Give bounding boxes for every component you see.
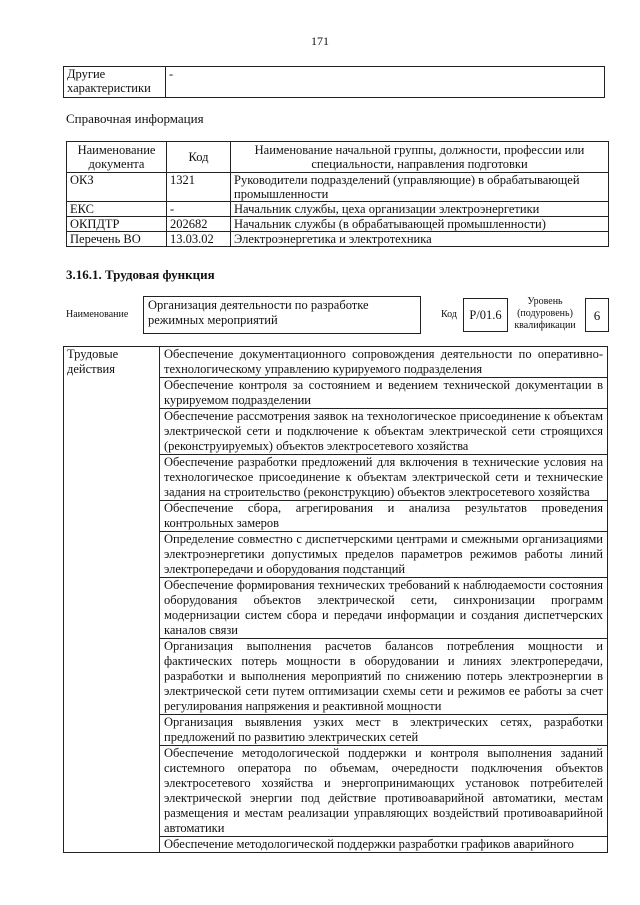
header-group-name [231,142,609,173]
row-code: 13.03.02 [167,232,231,247]
header-code: Код [167,142,231,173]
reference-heading: Справочная информация [66,111,204,126]
row-code: 202682 [167,217,231,232]
row-name: Начальник службы, цеха организации электроэнергетики [231,202,609,217]
labor-action-item: Обеспечение документационного сопровождения деятельности по оперативно-технологическому управлению курируемого подразделения [160,347,608,378]
function-name-value: Организация деятельности по разработке режимных мероприятий [143,296,421,334]
labor-action-item: Обеспечение контроля за состоянием и ведением технической документации в курируемом подразделении [160,378,608,409]
labor-action-item: Организация выполнения расчетов балансов потребления мощности и фактических потерь мощности в оборудовании и линиях электропередачи, разработки и выполнения мероприятий по снижению потерь электроэнергии в электрической сети путем оптимизации схемы сети и режимов ее работы за счет регулирования напряжения и реактивной мощности [160,639,608,715]
row-doc: ЕКС [67,202,167,217]
other-characteristics-label-line2: характеристики [67,81,151,95]
labor-actions-table [63,346,608,853]
table-row [67,217,609,232]
header-doc-name [67,142,167,173]
labor-actions-label-line1: Трудовые [67,347,119,361]
qualification-level-label: Уровень (подуровень) квалификации [514,296,576,331]
function-code-value: P/01.6 [463,298,508,332]
reference-table [66,141,609,247]
labor-action-item: Обеспечение рассмотрения заявок на технологическое присоединение к объектам электрической сети и подключение к объектам электрической сети строящихся (реконструируемых) объектов электросетевого хозяйства [160,409,608,455]
table-row [67,232,609,247]
row-name: Начальник службы (в обрабатывающей промышленности) [231,217,609,232]
labor-action-item: Обеспечение разработки предложений для включения в технические условия на технологическое присоединение к объектам электрической сети и технические задания на строительство (реконструкцию) объектов электросетевого хозяйства [160,455,608,501]
row-doc: ОКПДТР [67,217,167,232]
other-characteristics-value: - [166,67,605,98]
other-characteristics-label [64,67,166,98]
page-number: 171 [311,34,329,48]
row-code: 1321 [167,173,231,202]
labor-action-item: Обеспечение методологической поддержки разработки графиков аварийного [160,837,608,853]
row-code: - [167,202,231,217]
row-doc: ОКЗ [67,173,167,202]
row-name: Электроэнергетика и электротехника [231,232,609,247]
header-group-name-line1: Наименование начальной группы, должности, профессии или [254,143,585,157]
row-doc: Перечень ВО [67,232,167,247]
header-doc-name-line2: документа [88,157,145,171]
table-row [64,347,608,378]
labor-action-item: Обеспечение сбора, агрегирования и анализа результатов проведения контрольных замеров [160,501,608,532]
labor-action-item: Определение совместно с диспетчерскими центрами и смежными организациями электроэнергетики допустимых пределов параметров режимов работы линий электропередачи и оборудования подстанций [160,532,608,578]
table-row [67,173,609,202]
header-doc-name-line1: Наименование [77,143,156,157]
function-code-label: Код [441,309,457,320]
labor-action-item: Организация выявления узких мест в электрических сетях, разработки предложений по развитию электрических сетей [160,715,608,746]
header-group-name-line2: специальности, направления подготовки [311,157,528,171]
function-name-label: Наименование [66,309,129,320]
labor-action-item: Обеспечение формирования технических требований к наблюдаемости состояния оборудования объектов электрической сети, синхронизации программ модернизации систем сбора и передачи информации и создания диспетчерских каналов связи [160,578,608,639]
row-name: Руководители подразделений (управляющие) в обрабатывающей промышленности [231,173,609,202]
qualification-level-value: 6 [585,298,609,332]
labor-actions-label-line2: действия [67,362,115,376]
table-row [67,202,609,217]
section-title: 3.16.1. Трудовая функция [66,267,215,282]
other-characteristics-table [63,66,605,98]
labor-action-item: Обеспечение методологической поддержки и контроля выполнения заданий системного оператора по объемам, очередности подключения объектов электросетевого хозяйства и энергопринимающих установок потребителей электрической энергии под действие противоаварийной автоматики, местам размещения и местам реализации управляющих воздействий противоаварийной автоматики [160,746,608,837]
reference-header-row [67,142,609,173]
other-characteristics-label-line1: Другие [67,67,106,81]
labor-actions-label [64,347,160,853]
